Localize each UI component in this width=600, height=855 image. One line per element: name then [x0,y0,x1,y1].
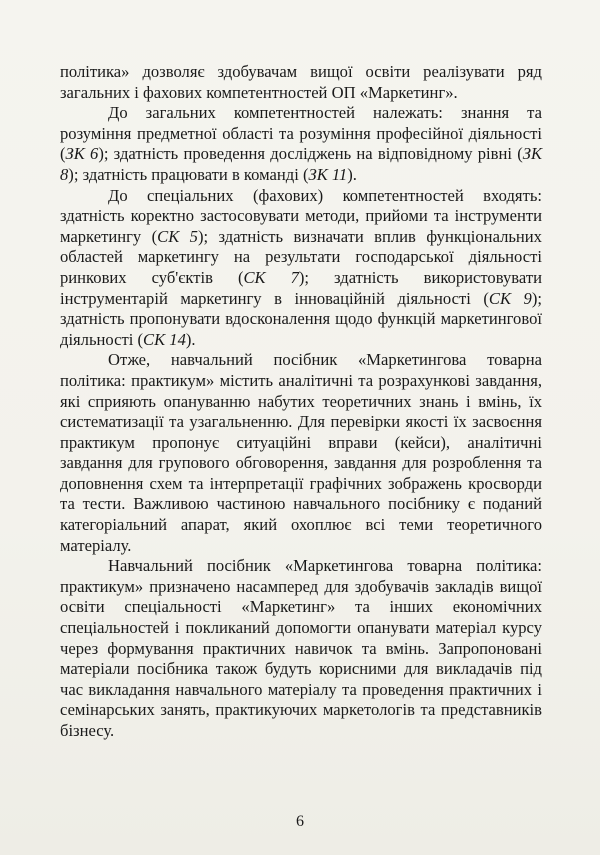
competency-code: СК 14 [143,329,186,349]
paragraph-special-competencies: До спеціальних (фахових) компетентностей входять: здатність коректно застосовувати методи, прийоми та інструменти маркетингу (СК 5); здатність визначати вплив функціональних областей маркетингу на результати господарської діяльності ринкових суб'єктів (СК 7); здатність використовувати інструментарій маркетингу в інноваційній діяльності (СК 9); здатність пропонувати вдосконалення щодо функцій маркетингової діяльності (СК 14). [60,185,542,349]
paragraph-continuation: політика» дозволяє здобувачам вищої освіти реалізувати ряд загальних і фахових компетентностей ОП «Маркетинг». [60,62,542,102]
page-number: 6 [296,813,304,830]
paragraph-general-competencies: До загальних компетентностей належать: знання та розуміння предметної області та розуміння професійної діяльності (ЗК 6); здатність проведення досліджень на відповідному рівні (ЗК 8); здатність працювати в команді (ЗК 11). [60,103,542,184]
competency-code: СК 9 [488,288,532,308]
paragraph-audience: Навчальний посібник «Маркетингова товарна політика: практикум» призначено насамперед для здобувачів закладів вищої освіти спеціальності «Маркетинг» та інших економічних спеціальностей і покликаний допомогти опанувати матеріал курсу через формування практичних навичок та вмінь. Запропоновані матеріали посібника також будуть корисними для викладачів під час викладання навчального матеріалу та проведення практичних і семінарських занять, практикуючих маркетологів та представників бізнесу. [60,556,542,740]
competency-code: ЗК 6 [65,144,99,164]
competency-code: ЗК 8 [60,144,542,184]
competency-code: СК 5 [157,226,198,246]
competency-code: СК 7 [243,267,299,287]
competency-code: ЗК 11 [308,164,348,184]
paragraph-textbook-content: Отже, навчальний посібник «Маркетингова товарна політика: практикум» містить аналітичні та розрахункові завдання, які сприяють опануванню набутих теоретичних знань і вмінь, їх систематизації та узагальненню. Для перевірки якості їх засвоєння практикум пропонує ситуаційні вправи (кейси), аналітичні завдання для групового обговорення, завдання для розроблення та доповнення схем та інтерпретації графічних зображень кросворди та тести. Важливою частиною навчального посібнику є поданий категоріальний апарат, який охоплює всі теми теоретичного матеріалу. [60,350,542,555]
